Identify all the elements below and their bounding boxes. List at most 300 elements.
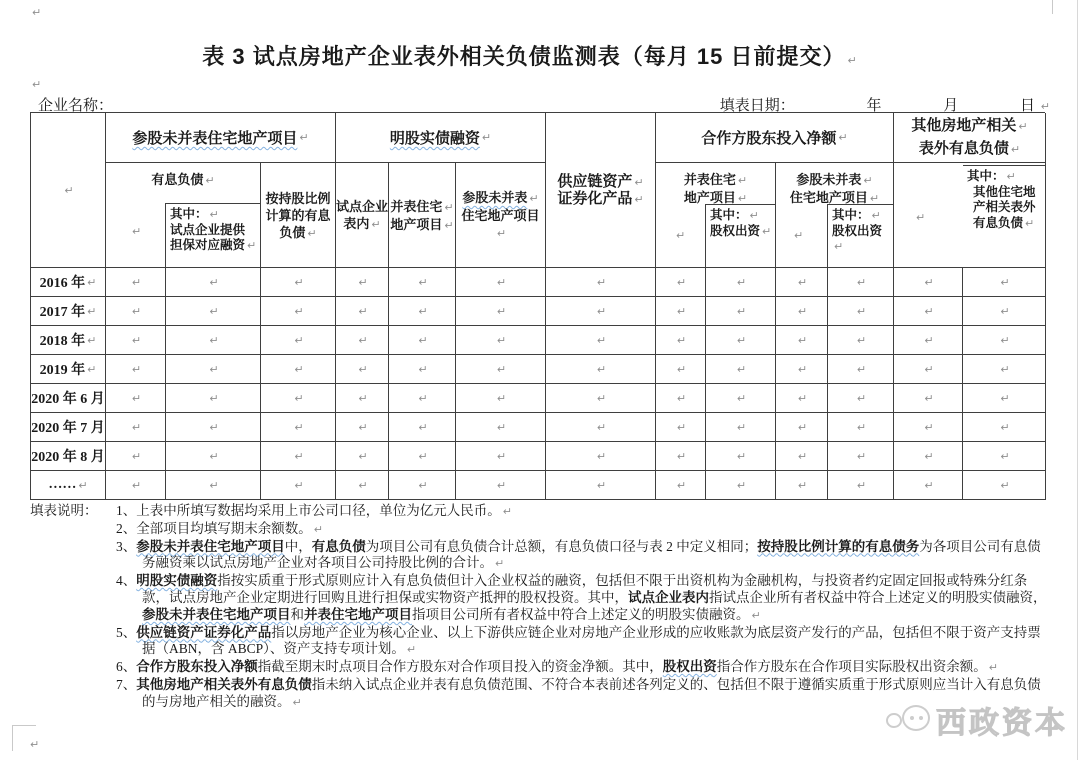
data-cell[interactable]: [546, 384, 656, 413]
paragraph-mark: ↵: [87, 362, 97, 376]
paragraph-mark: ↵: [294, 420, 304, 434]
data-cell[interactable]: [106, 384, 166, 413]
data-cell[interactable]: [336, 297, 389, 326]
data-cell[interactable]: [706, 471, 776, 500]
wechat-bubble-icon: [886, 703, 930, 737]
paragraph-mark: ↵: [418, 391, 428, 405]
watermark-text: 西政资本: [936, 707, 1068, 740]
paragraph-mark: ↵: [371, 218, 381, 231]
paragraph-mark: ↵: [797, 478, 808, 492]
note-text: 有息负债: [311, 538, 366, 554]
data-cell[interactable]: [776, 413, 828, 442]
data-cell[interactable]: [656, 413, 706, 442]
data-cell[interactable]: [389, 384, 456, 413]
table-row: [31, 326, 1045, 355]
data-cell[interactable]: [828, 268, 894, 297]
data-cell[interactable]: [166, 355, 261, 384]
paragraph-mark: ↵: [1000, 362, 1010, 376]
paragraph-mark: ↵: [495, 557, 505, 571]
paragraph-mark: ↵: [797, 391, 808, 405]
note-text: 试点企业表内: [628, 589, 709, 605]
paragraph-mark: ↵: [634, 192, 644, 206]
data-cell[interactable]: [546, 297, 656, 326]
paragraph-mark: ↵: [418, 304, 428, 318]
data-cell[interactable]: [656, 442, 706, 471]
paragraph-mark: ↵: [131, 391, 142, 405]
paragraph-mark: ↵: [676, 478, 687, 492]
paragraph-mark: ↵: [418, 449, 428, 463]
paragraph-mark: ↵: [856, 333, 867, 347]
note-number: 7、: [116, 676, 137, 692]
paragraph-mark: ↵: [1040, 100, 1050, 113]
paragraph-mark: ↵: [496, 227, 507, 240]
note-number: 5、: [116, 624, 137, 640]
table-row: [31, 297, 1045, 326]
data-cell[interactable]: [106, 442, 166, 471]
paragraph-mark: ↵: [209, 275, 219, 289]
paragraph-mark: ↵: [762, 224, 772, 238]
note-text: 合作方股东投入净额: [136, 659, 258, 675]
data-cell[interactable]: [456, 326, 546, 355]
data-cell[interactable]: [261, 268, 336, 297]
paragraph-mark: ↵: [736, 478, 747, 492]
paragraph-mark: ↵: [32, 78, 42, 91]
note-text: 全部项目均填写期末余额数。: [136, 520, 312, 536]
data-cell[interactable]: [106, 326, 166, 355]
paragraph-mark: ↵: [797, 449, 808, 463]
paragraph-mark: ↵: [358, 478, 368, 492]
data-cell[interactable]: [894, 413, 963, 442]
paragraph-mark: ↵: [1018, 119, 1028, 133]
paragraph-mark: ↵: [529, 192, 539, 205]
paragraph-mark: ↵: [209, 362, 219, 376]
paragraph-mark: ↵: [1000, 420, 1010, 434]
data-cell[interactable]: [776, 442, 828, 471]
data-cell[interactable]: [456, 355, 546, 384]
paragraph-mark: ↵: [924, 304, 934, 318]
data-cell[interactable]: [261, 413, 336, 442]
paragraph-mark: ↵: [596, 449, 607, 463]
paragraph-mark: ↵: [834, 240, 844, 253]
paragraph-mark: ↵: [131, 275, 142, 289]
data-cell[interactable]: [828, 442, 894, 471]
data-cell[interactable]: [261, 471, 336, 500]
paragraph-mark: ↵: [1000, 275, 1010, 289]
paragraph-mark: ↵: [358, 449, 368, 463]
note-text: 参股未并表住宅地产项目: [142, 606, 291, 622]
data-cell[interactable]: [776, 297, 828, 326]
paragraph-mark: ↵: [209, 333, 219, 347]
data-cell[interactable]: [546, 355, 656, 384]
data-cell[interactable]: [546, 326, 656, 355]
paragraph-mark: ↵: [496, 391, 507, 405]
paragraph-mark: ↵: [358, 362, 368, 376]
data-cell[interactable]: [894, 384, 963, 413]
note-item: [116, 625, 1052, 660]
note-text: 明股实债融资: [136, 573, 218, 589]
paragraph-mark: ↵: [1000, 333, 1010, 347]
data-cell[interactable]: [963, 326, 1046, 355]
paragraph-mark: ↵: [131, 478, 142, 492]
paragraph-mark: ↵: [596, 478, 607, 492]
paragraph-mark: ↵: [418, 478, 428, 492]
data-cell[interactable]: [963, 297, 1046, 326]
data-cell[interactable]: [706, 326, 776, 355]
data-cell[interactable]: [456, 297, 546, 326]
data-cell[interactable]: [456, 471, 546, 500]
paragraph-mark: ↵: [797, 275, 808, 289]
note-text: 和: [290, 606, 304, 622]
paragraph-mark: ↵: [924, 420, 934, 434]
note-text: 按持股比例计算的有息债务: [757, 538, 920, 554]
data-cell[interactable]: [336, 326, 389, 355]
data-cell[interactable]: [963, 471, 1046, 500]
data-cell[interactable]: [776, 268, 828, 297]
note-item: [116, 659, 1052, 677]
paragraph-mark: ↵: [797, 333, 808, 347]
paragraph-mark: ↵: [856, 478, 867, 492]
data-cell[interactable]: [546, 413, 656, 442]
paragraph-mark: ↵: [1000, 449, 1010, 463]
paragraph-mark: ↵: [856, 420, 867, 434]
note-text: 上表中所填写数据均采用上市公司口径，单位为亿元人民币。: [136, 503, 501, 518]
data-cell[interactable]: [706, 268, 776, 297]
paragraph-mark: ↵: [737, 174, 748, 187]
paragraph-mark: ↵: [676, 275, 687, 289]
paragraph-mark: ↵: [496, 420, 507, 434]
data-cell[interactable]: [656, 297, 706, 326]
note-text: 指未纳入试点企业并表有息负债范围、不符合本表前述各列定义的、包括但不限于遵循实质重于形式原则应当计入有息负债的与房地产相关的融资。: [142, 676, 1041, 709]
data-cell[interactable]: [656, 471, 706, 500]
data-cell[interactable]: [456, 268, 546, 297]
paragraph-mark: ↵: [294, 333, 304, 347]
paragraph-mark: ↵: [358, 391, 368, 405]
note-number: 1、: [116, 503, 137, 518]
paragraph-mark: ↵: [797, 420, 808, 434]
paragraph-mark: ↵: [924, 275, 934, 289]
note-item: [116, 503, 1052, 521]
note-number: 4、: [116, 573, 137, 589]
paragraph-mark: ↵: [87, 275, 97, 289]
paragraph-mark: ↵: [736, 391, 747, 405]
data-cell[interactable]: [261, 326, 336, 355]
data-cell[interactable]: [828, 384, 894, 413]
data-cell[interactable]: [389, 471, 456, 500]
paragraph-mark: ↵: [856, 275, 867, 289]
note-number: 2、: [116, 520, 137, 536]
note-number: 6、: [116, 659, 137, 675]
data-cell[interactable]: [106, 471, 166, 500]
data-cell[interactable]: [389, 413, 456, 442]
paragraph-mark: ↵: [358, 420, 368, 434]
data-cell[interactable]: [389, 268, 456, 297]
data-cell[interactable]: [261, 384, 336, 413]
row-label: 2017 年 ↵: [31, 297, 106, 326]
data-cell[interactable]: [166, 326, 261, 355]
data-cell[interactable]: [166, 384, 261, 413]
table-row: [31, 268, 1045, 297]
paragraph-mark: ↵: [736, 420, 747, 434]
row-label: 2018 年 ↵: [31, 326, 106, 355]
data-cell[interactable]: [706, 442, 776, 471]
paragraph-mark: ↵: [856, 362, 867, 376]
paragraph-mark: ↵: [358, 275, 368, 289]
data-cell[interactable]: [546, 442, 656, 471]
table-row: [31, 384, 1045, 413]
paragraph-mark: ↵: [294, 391, 304, 405]
paragraph-mark: ↵: [736, 333, 747, 347]
col-guarantee-financing: 其中： ↵ 试点企业提供 担保对应融资 ↵: [165, 203, 260, 268]
paragraph-mark: ↵: [596, 391, 607, 405]
paragraph-mark: ↵: [596, 304, 607, 318]
col-group-minority-projects: 参股未并表住宅地产项目 ↵: [106, 113, 336, 163]
data-cell[interactable]: [706, 355, 776, 384]
col-partner-minority: 参股未并表 ↵ 住宅地产项目 ↵ ↵ 其中： ↵ 股权出资↵: [776, 163, 894, 268]
data-cell[interactable]: [456, 413, 546, 442]
paragraph-mark: ↵: [131, 420, 142, 434]
paragraph-mark: ↵: [209, 449, 219, 463]
data-cell[interactable]: [656, 384, 706, 413]
data-cell[interactable]: [336, 384, 389, 413]
data-cell[interactable]: [776, 355, 828, 384]
date-month-label[interactable]: 月: [943, 98, 959, 114]
col-interest-debt: 有息负债 ↵ ↵ 其中： ↵ 试点企业提供 担保对应融资 ↵: [106, 163, 261, 268]
data-cell[interactable]: [656, 355, 706, 384]
paragraph-mark: ↵: [1000, 391, 1010, 405]
paragraph-mark: ↵: [247, 239, 257, 252]
paragraph-mark: ↵: [676, 391, 687, 405]
data-cell[interactable]: [166, 297, 261, 326]
data-cell[interactable]: [894, 268, 963, 297]
data-cell[interactable]: [776, 384, 828, 413]
data-cell[interactable]: [456, 442, 546, 471]
paragraph-mark: ↵: [676, 362, 687, 376]
data-cell[interactable]: [963, 268, 1046, 297]
data-cell[interactable]: [166, 471, 261, 500]
paragraph-mark: ↵: [358, 304, 368, 318]
paragraph-mark: ↵: [596, 362, 607, 376]
table-body: [31, 268, 1045, 500]
paragraph-mark: ↵: [856, 391, 867, 405]
data-cell[interactable]: [389, 297, 456, 326]
paragraph-mark: ↵: [751, 608, 761, 622]
data-cell[interactable]: [656, 326, 706, 355]
data-cell[interactable]: [828, 297, 894, 326]
data-cell[interactable]: [656, 268, 706, 297]
paragraph-mark: ↵: [313, 522, 323, 536]
paragraph-mark: ↵: [209, 420, 219, 434]
note-text: 指按实质重于形式原则应计入有息负债但计入企业权益的融资，包括但不限于出资机构为金融机构，与投资者约定固定回报或特殊分红条款，试点房地产企业定期进行回购且进行担保或实物资产抵押的股权投资。其中，: [142, 573, 1028, 605]
data-cell[interactable]: [261, 442, 336, 471]
data-cell[interactable]: [261, 297, 336, 326]
note-text: 股权出资: [662, 659, 717, 675]
note-text: 指合作方股东在合作项目实际股权出资余额。: [716, 659, 987, 675]
paragraph-mark: ↵: [502, 505, 512, 518]
col-pilot-on-balance: 试点企业 表内 ↵: [336, 163, 389, 268]
row-label: 2020 年 8 月: [31, 442, 106, 471]
data-cell[interactable]: [706, 297, 776, 326]
data-cell[interactable]: [336, 471, 389, 500]
data-cell[interactable]: [776, 326, 828, 355]
paragraph-mark: ↵: [736, 362, 747, 376]
paragraph-mark: ↵: [797, 304, 808, 318]
data-cell[interactable]: [828, 326, 894, 355]
note-text: 指截至期末时点项目合作方股东对合作项目投入的资金净额。其中，: [257, 659, 663, 675]
note-text: 中，: [284, 538, 312, 554]
paragraph-mark: ↵: [294, 362, 304, 376]
paragraph-mark: ↵: [87, 304, 97, 318]
data-cell[interactable]: [546, 471, 656, 500]
date-year-label[interactable]: 年: [866, 98, 882, 114]
col-other-detail: 其中： ↵ 其他住宅地 产相关表外 有息负债 ↵: [963, 163, 1046, 268]
paragraph-mark: ↵: [737, 192, 748, 205]
note-text: 指项目公司所有者权益中符合上述定义的明股实债融资。: [412, 606, 750, 622]
col-equity-contribution: 其中： ↵ 股权出资 ↵: [705, 204, 775, 268]
paragraph-mark: ↵: [856, 449, 867, 463]
paragraph-mark: ↵: [1000, 478, 1010, 492]
data-cell[interactable]: [776, 471, 828, 500]
date-day-label[interactable]: 日: [1020, 98, 1036, 114]
paragraph-mark: ↵: [418, 275, 428, 289]
data-cell[interactable]: [894, 442, 963, 471]
paragraph-mark: ↵: [496, 362, 507, 376]
paragraph-mark: ↵: [736, 275, 747, 289]
data-cell[interactable]: [456, 384, 546, 413]
data-cell[interactable]: [389, 326, 456, 355]
paragraph-mark: ↵: [596, 275, 607, 289]
paragraph-mark: ↵: [87, 333, 97, 347]
paragraph-mark: ↵: [131, 333, 142, 347]
page-title: 表 3 试点房地产企业表外相关负债监测表（每月 15 日前提交） ↵: [202, 44, 858, 69]
data-cell[interactable]: [963, 413, 1046, 442]
data-cell[interactable]: [389, 442, 456, 471]
note-item: [116, 521, 1052, 539]
data-cell[interactable]: [894, 471, 963, 500]
corner-cell: ↵: [31, 113, 106, 268]
data-cell[interactable]: [106, 268, 166, 297]
data-cell[interactable]: [106, 413, 166, 442]
paragraph-mark: ↵: [294, 275, 304, 289]
data-cell[interactable]: [828, 471, 894, 500]
col-partner-consolidated: 并表住宅 ↵ 地产项目 ↵ ↵ 其中： ↵ 股权出资 ↵: [656, 163, 776, 268]
paragraph-mark: ↵: [797, 362, 808, 376]
data-cell[interactable]: [828, 355, 894, 384]
paragraph-mark: ↵: [131, 362, 142, 376]
fill-date-label: 填表日期：: [719, 98, 795, 114]
paragraph-mark: ↵: [924, 449, 934, 463]
paragraph-mark: ↵: [924, 333, 934, 347]
table-header: [31, 113, 1045, 268]
table-row: [31, 442, 1045, 471]
note-text: 其他房地产相关表外有息负债: [136, 676, 312, 692]
paragraph-mark: ↵: [736, 304, 747, 318]
table-row: [31, 471, 1045, 500]
data-cell[interactable]: [336, 442, 389, 471]
col-debt-by-shareholding: 按持股比例 计算的有息 负债 ↵: [261, 163, 336, 268]
paragraph-mark: ↵: [1006, 170, 1016, 183]
data-cell[interactable]: [389, 355, 456, 384]
paragraph-mark: ↵: [418, 362, 428, 376]
data-cell[interactable]: [963, 442, 1046, 471]
data-cell[interactable]: [963, 384, 1046, 413]
data-cell[interactable]: [261, 355, 336, 384]
paragraph-mark: ↵: [847, 54, 858, 67]
table-row: [31, 413, 1045, 442]
data-cell[interactable]: [106, 297, 166, 326]
paragraph-mark: ↵: [496, 478, 507, 492]
paragraph-mark: ↵: [988, 661, 998, 675]
data-cell[interactable]: [336, 268, 389, 297]
note-number: 3、: [116, 538, 137, 554]
paragraph-mark: ↵: [294, 449, 304, 463]
data-cell[interactable]: [336, 413, 389, 442]
note-text: 为项目公司有息负债合计总额，有息负债口径与表 2 中定义相同；: [365, 538, 758, 554]
data-cell[interactable]: [166, 413, 261, 442]
data-cell[interactable]: [894, 297, 963, 326]
note-text: 指以房地产企业为核心企业、以上下游供应链企业对房地产企业形成的应收账款为底层资产发行的产品，包括但不限于资产支持票据（ABN，含 ABCP）、资产支持专项计划。: [142, 624, 1041, 657]
paragraph-mark: ↵: [924, 478, 934, 492]
paragraph-mark: ↵: [676, 333, 687, 347]
paragraph-mark: ↵: [676, 420, 687, 434]
paragraph-mark: ↵: [307, 226, 317, 240]
row-label: 2019 年 ↵: [31, 355, 106, 384]
paragraph-mark: ↵: [209, 304, 219, 318]
paragraph-mark: ↵: [869, 192, 880, 205]
paragraph-mark: ↵: [496, 449, 507, 463]
paragraph-mark: ↵: [209, 391, 219, 405]
data-cell[interactable]: [166, 268, 261, 297]
paragraph-mark: ↵: [496, 304, 507, 318]
col-supply-chain-abs: 供应链资产 ↵ 证券化产品 ↵: [546, 113, 656, 268]
note-text: 为各项目公司有息债务融资乘以试点房地产企业对各项目公司持股比例的合计。: [142, 538, 1041, 571]
data-cell[interactable]: [546, 268, 656, 297]
data-cell[interactable]: [894, 355, 963, 384]
company-name-label[interactable]: 企业名称：: [38, 98, 114, 114]
note-text: 参股未并表住宅地产项目: [136, 538, 285, 554]
paragraph-mark: ↵: [209, 478, 219, 492]
data-cell[interactable]: [336, 355, 389, 384]
col-other-blank: ↵: [916, 211, 926, 224]
note-text: 并表住宅地产项目: [304, 606, 412, 622]
data-cell[interactable]: [706, 413, 776, 442]
paragraph-mark: ↵: [292, 695, 302, 709]
paragraph-mark: ↵: [676, 304, 687, 318]
data-cell[interactable]: [894, 326, 963, 355]
data-cell[interactable]: [166, 442, 261, 471]
paragraph-mark: ↵: [444, 200, 454, 214]
paragraph-mark: ↵: [131, 449, 142, 463]
data-cell[interactable]: [963, 355, 1046, 384]
paragraph-mark: ↵: [444, 218, 454, 232]
data-cell[interactable]: [106, 355, 166, 384]
col-group-other-offbalance-debt: 其他房地产相关 ↵ 表外有息负债 ↵: [894, 113, 1046, 163]
data-cell[interactable]: [706, 384, 776, 413]
col-group-partner-shareholder-input: 合作方股东投入净额 ↵: [656, 113, 894, 163]
paragraph-mark: ↵: [924, 362, 934, 376]
paragraph-mark: ↵: [406, 643, 417, 657]
col-group-disguised-equity-debt: 明股实债融资 ↵: [336, 113, 546, 163]
col-equity-contribution: 其中： ↵ 股权出资↵: [827, 204, 893, 268]
watermark: [886, 698, 1068, 742]
paragraph-mark: ↵: [596, 333, 607, 347]
row-label: …… ↵: [31, 471, 106, 500]
paragraph-mark: ↵: [496, 275, 507, 289]
data-cell[interactable]: [828, 413, 894, 442]
paragraph-mark: ↵: [871, 209, 881, 222]
paragraph-mark: ↵: [1010, 142, 1021, 156]
note-text: 指试点企业所有者权益中符合上述定义的明股实债融资，: [709, 589, 1047, 605]
paragraph-mark: ↵: [30, 738, 40, 751]
